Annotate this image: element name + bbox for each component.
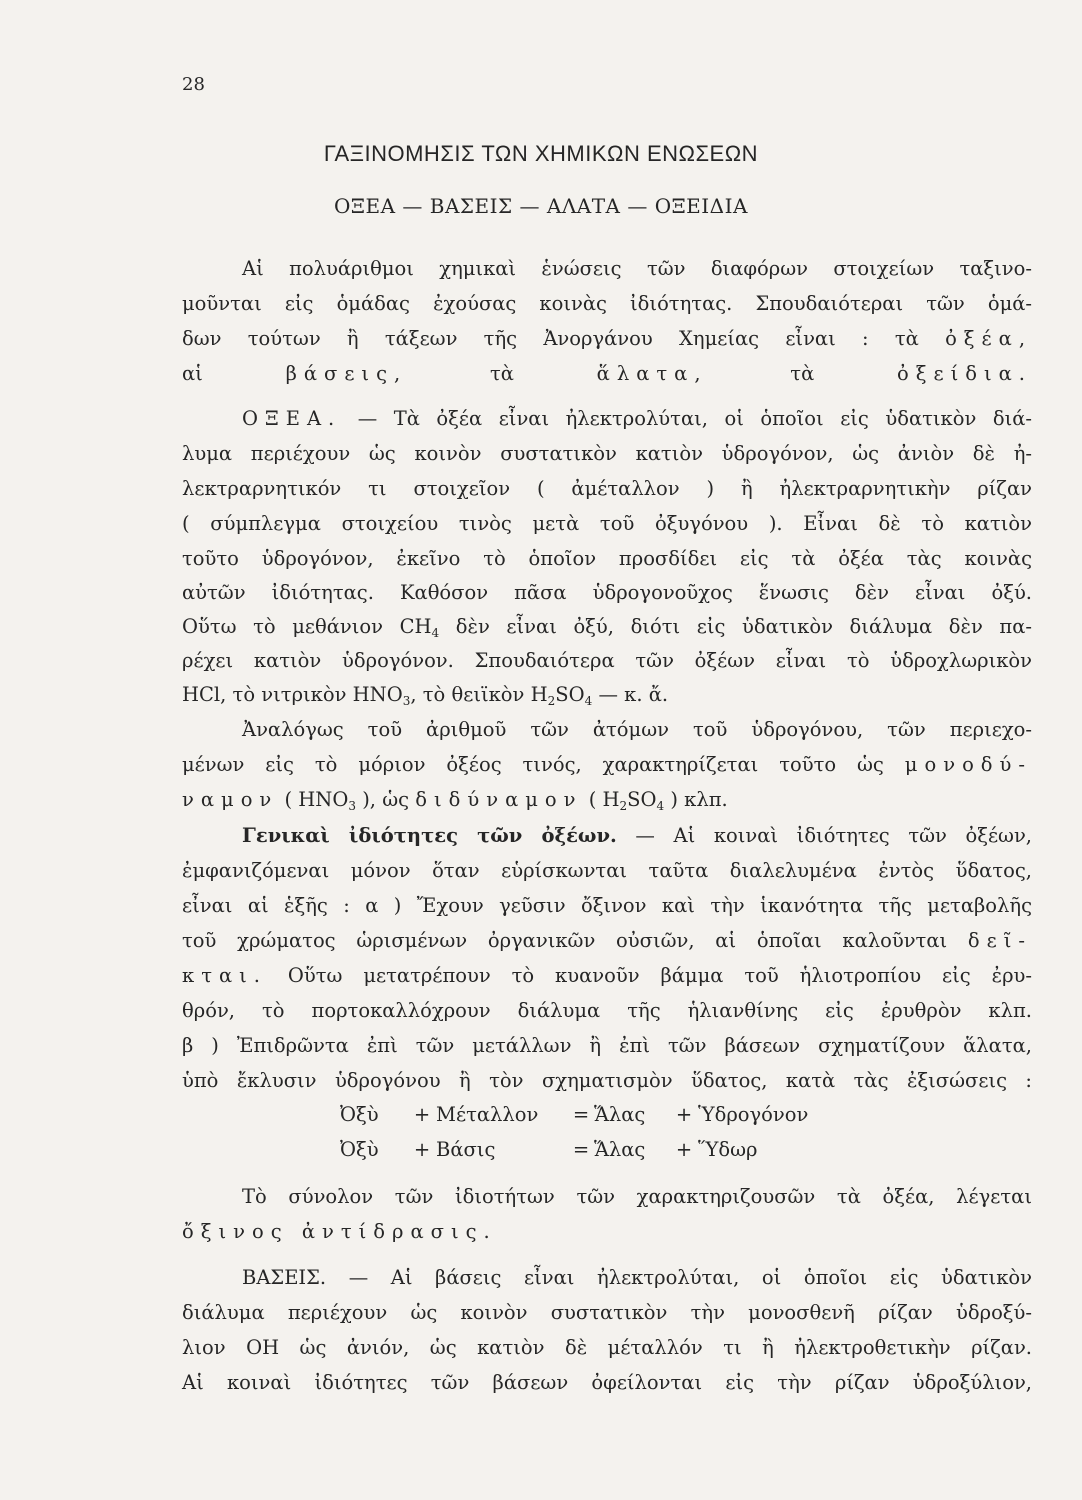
text-line: Αἱ πολυάριθμοι χημικαὶ ἑνώσεις τῶν διαφόρων στοιχείων ταξινο-	[242, 257, 1032, 280]
text-line: δων τούτων ἢ τάξεων τῆς Ἀνοργάνου Χημείας εἶναι : τὰ ὀξέα,	[182, 327, 1033, 350]
text-line: Αἱ κοιναὶ ἰδιότητες τῶν βάσεων ὀφείλονται εἰς τὴν ρίζαν ὑδροξύλιον,	[182, 1371, 1032, 1394]
text-line: ΟΞΕΑ. — Τὰ ὀξέα εἶναι ἠλεκτρολύται, οἱ ὁποῖοι εἰς ὑδατικὸν διά-	[242, 407, 1032, 430]
section-subheading: ΟΞΕΑ — ΒΑΣΕΙΣ — ΑΛΑΤΑ — ΟΞΕΙΔΙΑ	[334, 194, 748, 218]
text-line: τοῦ χρώματος ὡρισμένων ὀργανικῶν οὐσιῶν, αἱ ὁποῖαι καλοῦνται δεῖ-	[182, 929, 1032, 952]
text-line: τοῦτο ὑδρογόνον, ἐκεῖνο τὸ ὁποῖον προσδίδει εἰς τὰ ὀξέα τὰς κοινὰς	[182, 547, 1032, 570]
text-line: ( σύμπλεγμα στοιχείου τινὸς μετὰ τοῦ ὀξυγόνου ). Εἶναι δὲ τὸ κατιὸν	[182, 512, 1032, 535]
text-line: ἐμφανιζόμεναι μόνον ὅταν εὑρίσκωνται ταῦτα διαλελυμένα ἐντὸς ὕδατος,	[182, 859, 1032, 882]
text-line: ρέχει κατιὸν ὑδρογόνον. Σπουδαιότερα τῶν ὀξέων εἶναι τὸ ὑδροχλωρικὸν	[182, 649, 1032, 672]
text-line: αὐτῶν ἰδιότητας. Καθόσον πᾶσα ὑδρογονοῦχος ἕνωσις δὲν εἶναι ὀξύ.	[182, 581, 1032, 604]
text-line: μένων εἰς τὸ μόριον ὀξέος τινός, χαρακτηρίζεται τοῦτο ὡς μονοδύ-	[182, 753, 1032, 776]
text-line: λεκτραρνητικόν τι στοιχεῖον ( ἀμέταλλον ) ἢ ἠλεκτραρνητικὴν ρίζαν	[182, 477, 1032, 500]
text-line: HCl, τὸ νιτρικὸν $HNO_3$, τὸ θειϊκὸν $H_2SO_4$ — κ. ἄ.	[182, 683, 669, 708]
text-line: κται. Οὕτω μετατρέπουν τὸ κυανοῦν βάμμα τοῦ ἡλιοτροπίου εἰς ἐρυ-	[182, 964, 1032, 987]
text-line: β ) Ἐπιδρῶντα ἐπὶ τῶν μετάλλων ἢ ἐπὶ τῶν βάσεων σχηματίζουν ἅλατα,	[182, 1034, 1032, 1057]
equation-row: Ὀξὺ + Βάσις = Ἅλας + Ὕδωρ	[340, 1138, 758, 1161]
chapter-heading: ΓΑΞΙΝΟΜΗΣΙΣ ΤΩΝ ΧΗΜΙΚΩΝ ΕΝΩΣΕΩΝ	[323, 141, 759, 166]
text-line: Ἀναλόγως τοῦ ἀριθμοῦ τῶν ἀτόμων τοῦ ὑδρογόνου, τῶν περιεχο-	[242, 718, 1032, 741]
text-line: ναμον ( $HNO_3$ ), ὡς διδύναμον ( $H_2SO_4$ ) κλπ.	[182, 788, 728, 813]
section-title: Γενικαὶ ἰδιότητες τῶν ὀξέων.	[242, 824, 617, 847]
text-line: διάλυμα περιέχουν ὡς κοινὸν συστατικὸν τὴν μονοσθενῆ ρίζαν ὑδροξύ-	[182, 1301, 1032, 1324]
page-number: 28	[182, 74, 205, 95]
text-line: Τὸ σύνολον τῶν ἰδιοτήτων τῶν χαρακτηριζουσῶν τὰ ὀξέα, λέγεται	[242, 1185, 1032, 1208]
text-line: λυμα περιέχουν ὡς κοινὸν συστατικὸν κατιὸν ὑδρογόνον, ὡς ἀνιὸν δὲ ἠ-	[182, 442, 1032, 465]
text-line: εἶναι αἱ ἑξῆς : α ) Ἔχουν γεῦσιν ὄξινον καὶ τὴν ἱκανότητα τῆς μεταβολῆς	[182, 894, 1032, 917]
text-line: Γενικαὶ ἰδιότητες τῶν ὀξέων. — Αἱ κοιναὶ ἰδιότητες τῶν ὀξέων,	[242, 824, 1032, 847]
text-line: ὑπὸ ἔκλυσιν ὑδρογόνου ἢ τὸν σχηματισμὸν ὕδατος, κατὰ τὰς ἐξισώσεις :	[182, 1069, 1032, 1092]
text-line: Οὕτω τὸ μεθάνιον $CH_4$ δὲν εἶναι ὀξύ, διότι εἰς ὑδατικὸν διάλυμα δὲν πα-	[182, 615, 1032, 640]
text-line: λιον ΟΗ ὡς ἀνιόν, ὡς κατιὸν δὲ μέταλλόν τι ἢ ἠλεκτροθετικὴν ρίζαν.	[182, 1336, 1032, 1359]
text-line: θρόν, τὸ πορτοκαλλόχρουν διάλυμα τῆς ἡλιανθίνης εἰς ἐρυθρὸν κλπ.	[182, 999, 1032, 1022]
text-line: ΒΑΣΕΙΣ. — Αἱ βάσεις εἶναι ἠλεκτρολύται, οἱ ὁποῖοι εἰς ὑδατικὸν	[242, 1266, 1032, 1289]
text-line: αἱ βάσεις, τὰ ἅλατα, τὰ ὀξείδια.	[182, 362, 1032, 385]
text-line: ὄξινος ἀντίδρασις.	[182, 1220, 497, 1243]
text-line: μοῦνται εἰς ὁμάδας ἐχούσας κοινὰς ἰδιότητας. Σπουδαιότεραι τῶν ὁμά-	[182, 292, 1032, 315]
equation-row: Ὀξὺ + Μέταλλον = Ἅλας + Ὑδρογόνον	[340, 1103, 809, 1126]
